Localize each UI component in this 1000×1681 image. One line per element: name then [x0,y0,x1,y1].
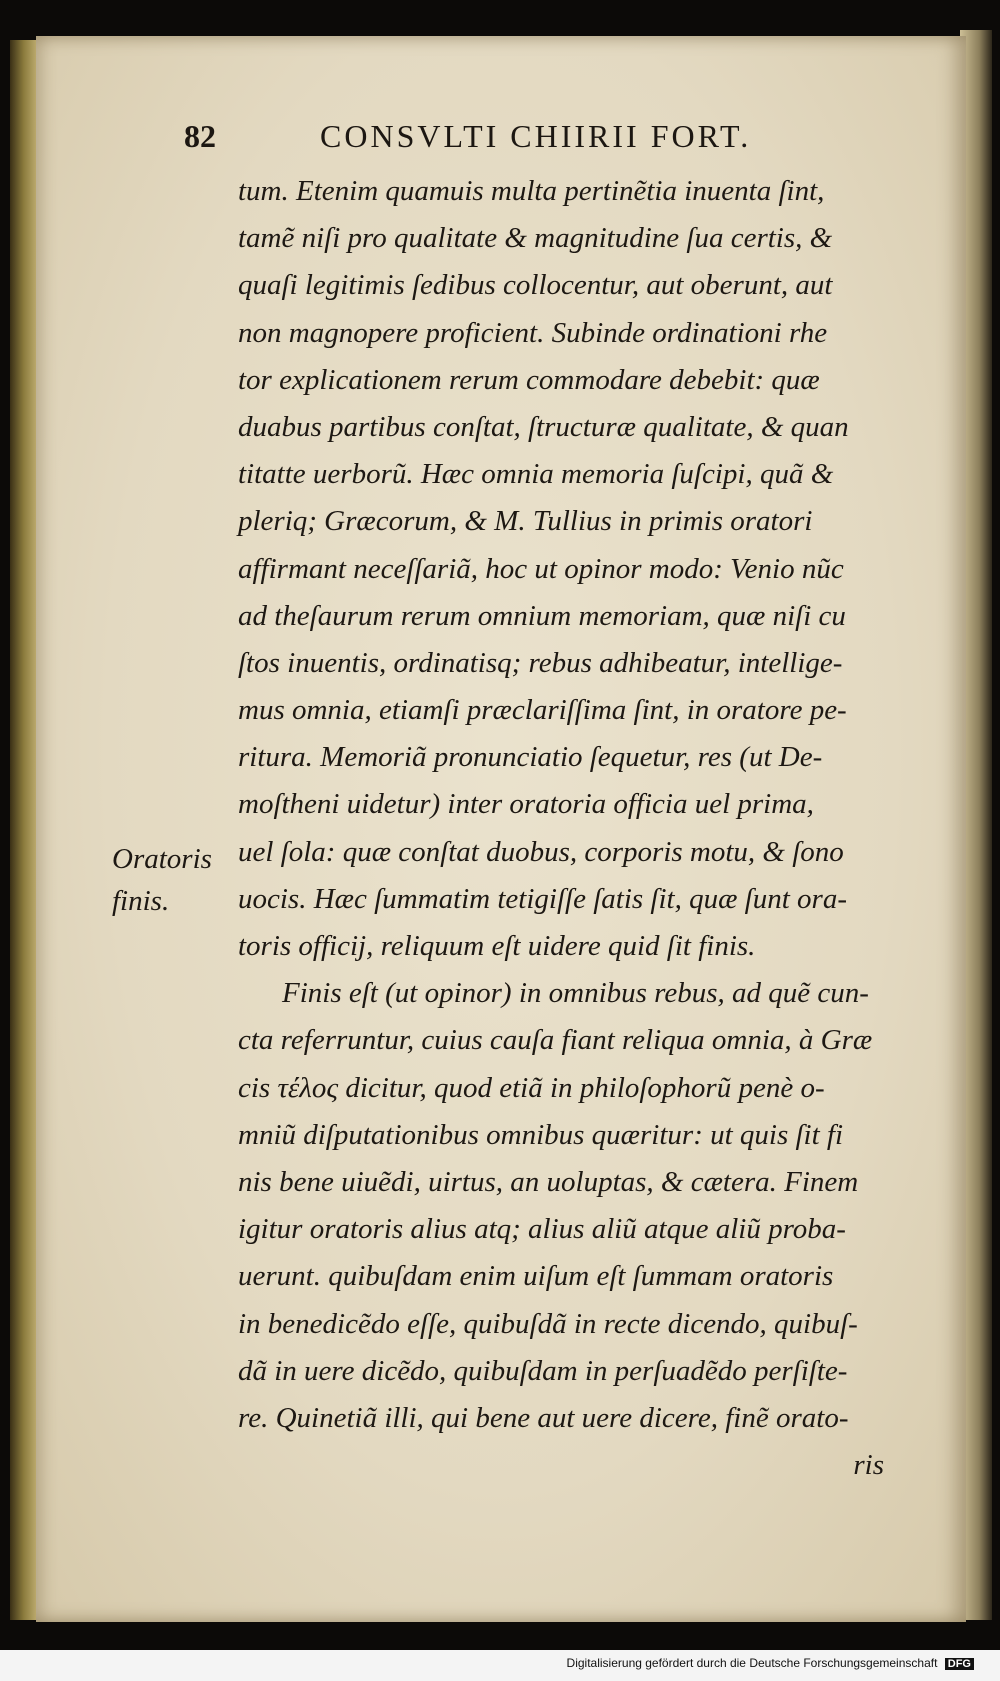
running-head: CONSVLTI CHIIRII FORT. [320,118,752,154]
text-line: dã in uere dicẽdo, quibuſdam in perſuadẽdo perſiſte- [238,1354,848,1387]
text-line: tamẽ niſi pro qualitate & magnitudine ſua certis, & [238,222,833,255]
digitization-credit [567,1656,974,1670]
catchword: ris [853,1449,884,1482]
text-line: ritura. Memoriã pronunciatio ſequetur, res (ut De- [238,741,823,774]
credit-text: Digitalisierung gefördert durch die Deutsche Forschungsgemeinschaft [566,1656,938,1670]
text-line: nis bene uiuẽdi, uirtus, an uoluptas, & cætera. Finem [238,1165,859,1198]
paragraph-start-line: Finis eſt (ut opinor) in omnibus rebus, ad quẽ cun- [282,977,869,1010]
text-line: uocis. Hæc ſummatim tetigiſſe ſatis ſit, quæ ſunt ora- [238,882,847,915]
marginal-note [112,838,212,922]
text-line: affirmant neceſſariã, hoc ut opinor modo: Venio nũc [238,552,844,585]
text-line: re. Quinetiã illi, qui bene aut uere dicere, finẽ orato- [238,1401,849,1434]
text-line: cta referruntur, cuius cauſa fiant reliqua omnia, à Græ [238,1024,873,1057]
text-line: uerunt. quibuſdam enim uiſum eſt ſummam oratoris [238,1260,834,1293]
text-line: mniũ diſputationibus omnibus quæritur: ut quis ſit fi [238,1118,844,1151]
text-line: uel ſola: quæ conſtat duobus, corporis motu, & ſono [238,835,844,868]
text-line: toris officij, reliquum eſt uidere quid ſit finis. [238,930,756,962]
marginal-note-line: finis. [112,885,170,917]
text-line: igitur oratoris alius atq; alius aliũ atque aliũ proba- [238,1213,846,1246]
dfg-logo: DFG [945,1658,974,1670]
text-line: tor explicationem rerum commodare debebit: quæ [238,363,820,396]
page-number: 82 [184,118,216,154]
text-line: duabus partibus conſtat, ſtructuræ qualitate, & quan [238,410,849,443]
body-text [238,168,890,1489]
marginal-note-line: Oratoris [112,843,212,875]
text-line: titatte uerborũ. Hæc omnia memoria ſuſcipi, quã & [238,458,834,491]
text-line: tum. Etenim quamuis multa pertinẽtia inuenta ſint, [238,175,825,207]
text-line: pleriq; Græcorum, & M. Tullius in primis oratori [238,505,813,538]
text-line: ſtos inuentis, ordinatisq; rebus adhibeatur, intellige- [238,646,843,679]
text-line: quaſi legitimis ſedibus collocentur, aut oberunt, aut [238,269,833,302]
text-line: moſtheni uidetur) inter oratoria officia uel prima, [238,788,814,821]
text-line: in benedicẽdo eſſe, quibuſdã in recte dicendo, quibuſ- [238,1307,858,1340]
text-line: cis τέλος dicitur, quod etiã in philoſophorũ penè o- [238,1071,825,1104]
text-line: mus omnia, etiamſi præclariſſima ſint, in oratore pe- [238,694,847,727]
text-line: ad theſaurum rerum omnium memoriam, quæ niſi cu [238,599,846,632]
text-line: non magnopere proficient. Subinde ordinationi rhe [238,316,828,349]
